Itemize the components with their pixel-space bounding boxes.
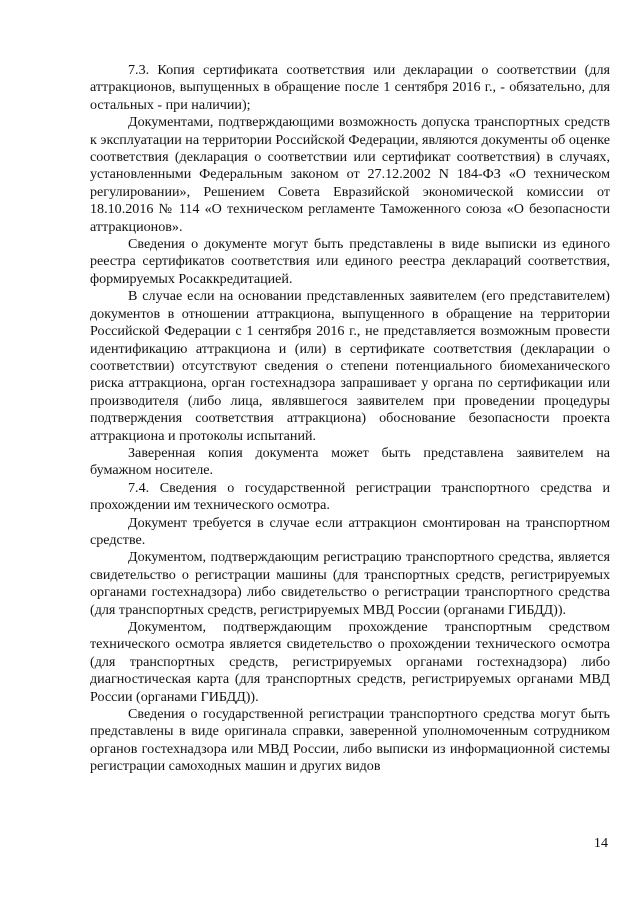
paragraph-registration-document: Документом, подтверждающим регистрацию транспортного средства, является свидетельство о регистрации машины (для транспортных средств, регистрируемых органами гостехнадзора) либо свидетельство о регистрации транспортного средства (для транспортных средств, регистрируемых МВД России (органами ГИБДД)). xyxy=(90,549,610,618)
paragraph-admission-documents: Документами, подтверждающими возможность допуска транспортных средств к эксплуатации на территории Российской Федерации, являются документы об оценке соответствия (декларация о соответствии или сертификат соответствия) в случаях, установленными Федеральным законом от 27.12.2002 N 184-ФЗ «О техническом регулировании», Решением Совета Евразийской экономической комиссии от 18.10.2016 № 114 «О техническом регламенте Таможенного союза «О безопасности аттракционов». xyxy=(90,114,610,235)
body-text xyxy=(90,62,610,776)
page-number: 14 xyxy=(593,835,608,851)
paragraph-7-3: 7.3. Копия сертификата соответствия или декларации о соответствии (для аттракционов, выпущенных в обращение после 1 сентября 2016 г., - обязательно, для остальных - при наличии); xyxy=(90,62,610,113)
paragraph-registration-info: Сведения о государственной регистрации транспортного средства могут быть представлены в виде оригинала справки, заверенной уполномоченным сотрудником органов гостехнадзора или МВД России, либо выписки из информационной системы регистрации самоходных машин и других видов xyxy=(90,706,610,775)
paragraph-7-4: 7.4. Сведения о государственной регистрации транспортного средства и прохождении им технического осмотра. xyxy=(90,479,610,514)
paragraph-inspection-document: Документом, подтверждающим прохождение транспортным средством технического осмотра является свидетельство о прохождении технического осмотра (для транспортных средств, регистрируемых органами гостехнадзора) либо диагностическая карта (для транспортных средств, регистрируемых органами МВД России (органами ГИБДД)). xyxy=(90,619,610,705)
paragraph-registry-extract: Сведения о документе могут быть представлены в виде выписки из единого реестра сертификатов соответствия или единого реестра деклараций соответствия, формируемых Росаккредитацией. xyxy=(90,236,610,287)
paragraph-document-required: Документ требуется в случае если аттракцион смонтирован на транспортном средстве. xyxy=(90,514,610,548)
paragraph-identification: В случае если на основании представленных заявителем (его представителем) документов в отношении аттракциона, выпущенного в обращение на территории Российской Федерации с 1 сентября 2016 г., не представляется возможным провести идентификацию аттракциона и (или) в сертификате соответствия (декларации о соответствии) отсутствуют сведения о степени потенциального биомеханического риска аттракциона, орган гостехнадзора запрашивает у органа по сертификации или производителя (либо лица, являвшегося заявителем при проведении процедуры подтверждения соответствия аттракциона) обоснование безопасности проекта аттракциона и протоколы испытаний. xyxy=(90,288,610,444)
paragraph-certified-copy: Заверенная копия документа может быть представлена заявителем на бумажном носителе. xyxy=(90,444,610,479)
